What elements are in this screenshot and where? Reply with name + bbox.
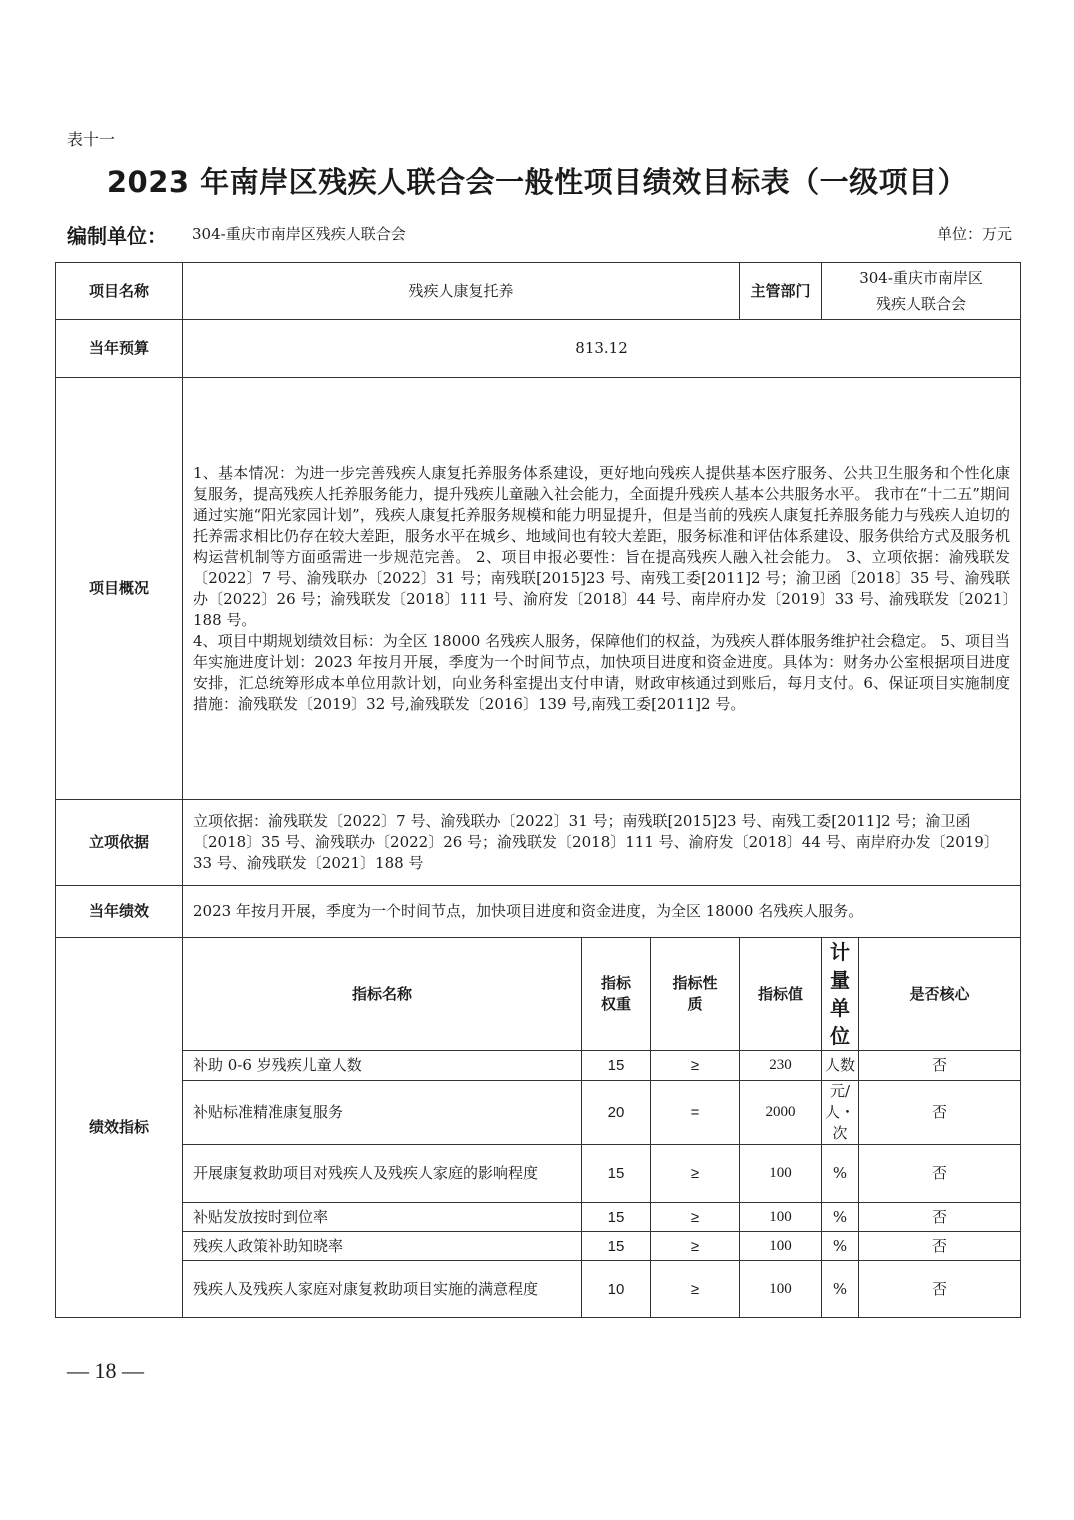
page-title: 2023 年南岸区残疾人联合会一般性项目绩效目标表（一级项目） <box>106 165 968 199</box>
basis-row <box>56 800 1021 886</box>
overview-label: 项目概况 <box>56 378 183 800</box>
indicator-weight: 15 <box>582 1051 651 1081</box>
indicator-core: 否 <box>859 1232 1021 1261</box>
indicator-name: 补助 0-6 岁残疾儿童人数 <box>183 1051 582 1081</box>
overview-text <box>183 378 1021 800</box>
budget-row <box>56 320 1021 378</box>
indicator-name: 残疾人政策补助知晓率 <box>183 1232 582 1261</box>
indicator-value: 100 <box>740 1145 822 1203</box>
indicator-unit: 人数 <box>822 1051 859 1081</box>
indicator-nature: ≥ <box>651 1145 740 1203</box>
indicator-core: 否 <box>859 1145 1021 1203</box>
indicator-weight: 15 <box>582 1145 651 1203</box>
indicator-name-header: 指标名称 <box>183 938 582 1051</box>
page-number: — 18 — <box>67 1358 144 1383</box>
table-row <box>56 1203 1021 1232</box>
dept-value-line2: 残疾人联合会 <box>876 295 967 313</box>
indicator-unit: % <box>822 1203 859 1232</box>
table-row <box>56 1145 1021 1203</box>
currency-unit: 单位：万元 <box>936 225 1012 243</box>
indicator-nature: ≥ <box>651 1203 740 1232</box>
indicator-unit-header <box>822 938 859 1051</box>
indicator-core: 否 <box>859 1051 1021 1081</box>
indicator-weight: 20 <box>582 1081 651 1145</box>
indicator-core-header: 是否核心 <box>859 938 1021 1051</box>
compile-unit-label: 编制单位： <box>67 224 167 248</box>
perf-row <box>56 886 1021 938</box>
indicator-value: 2000 <box>740 1081 822 1145</box>
budget-value: 813.12 <box>183 320 1021 378</box>
project-name-value: 残疾人康复托养 <box>183 263 740 320</box>
indicator-weight: 15 <box>582 1203 651 1232</box>
indicator-value-header: 指标值 <box>740 938 822 1051</box>
indicator-value: 100 <box>740 1203 822 1232</box>
indicator-nature-header <box>651 938 740 1051</box>
overview-row <box>56 378 1021 800</box>
project-name-label: 项目名称 <box>56 263 183 320</box>
indicator-unit: 元/ 人・次 <box>822 1081 859 1145</box>
dept-label: 主管部门 <box>740 263 822 320</box>
indicator-unit: % <box>822 1232 859 1261</box>
indicator-name: 开展康复救助项目对残疾人及残疾人家庭的影响程度 <box>183 1145 582 1203</box>
indicator-name: 补贴发放按时到位率 <box>183 1203 582 1232</box>
budget-label: 当年预算 <box>56 320 183 378</box>
table-row <box>56 1081 1021 1145</box>
table-row <box>56 1232 1021 1261</box>
indicator-weight-header <box>582 938 651 1051</box>
project-name-row <box>56 263 1021 320</box>
indicator-nature: = <box>651 1081 740 1145</box>
indicator-unit: % <box>822 1261 859 1318</box>
performance-target-table <box>55 262 1021 1318</box>
indicator-value: 230 <box>740 1051 822 1081</box>
indicator-header-row <box>56 938 1021 1051</box>
weight-header-line2: 权重 <box>600 995 631 1013</box>
overview-text-part2: 4、项目中期规划绩效目标：为全区 18000 名残疾人服务，保障他们的权益，为残疾人群体服务维护社会稳定。 5、项目当年实施进度计划：2023 年按月开展，季度为一个时间节点，加快项目进度和资金进度。具体为：财务办公室根据项目进度安排，汇总统筹形成本单位用款计划，向业务科室提出支付申请，财政审核通过到账后，每月支付。6、保证项目实施制度措施：渝残联发〔2019〕32 号,渝残联发〔2016〕139 号,南残工委[2011]2 号。 <box>193 631 1011 713</box>
basis-label: 立项依据 <box>56 800 183 886</box>
indicator-core: 否 <box>859 1261 1021 1318</box>
indicator-nature: ≥ <box>651 1232 740 1261</box>
indicator-name: 补贴标准精准康复服务 <box>183 1081 582 1145</box>
nature-header-line2: 质 <box>687 995 703 1013</box>
indicator-section-label: 绩效指标 <box>56 938 183 1318</box>
table-label: 表十一 <box>67 130 116 149</box>
indicator-unit: % <box>822 1145 859 1203</box>
compile-unit-row <box>67 220 1012 250</box>
indicator-name: 残疾人及残疾人家庭对康复救助项目实施的满意程度 <box>183 1261 582 1318</box>
perf-label: 当年绩效 <box>56 886 183 938</box>
indicator-core: 否 <box>859 1203 1021 1232</box>
indicator-nature: ≥ <box>651 1051 740 1081</box>
unit-header-line2: 单位 <box>830 996 851 1048</box>
indicator-nature: ≥ <box>651 1261 740 1318</box>
perf-text: 2023 年按月开展，季度为一个时间节点，加快项目进度和资金进度，为全区 18000 名残疾人服务。 <box>183 886 1021 938</box>
weight-header-line1: 指标 <box>600 974 631 992</box>
dept-value <box>822 263 1021 320</box>
overview-text-part1: 1、基本情况：为进一步完善残疾人康复托养服务体系建设，更好地向残疾人提供基本医疗服务、公共卫生服务和个性化康复服务，提高残疾人托养服务能力，提升残疾儿童融入社会能力，全面提升残疾人基本公共服务水平。 我市在“十二五”期间通过实施“阳光家园计划”，残疾人康复托养服务规模和能力明显提升，但是当前的残疾人康复托养服务能力与残疾人迫切的托养需求相比仍存在较大差距，服务水平在城乡、地域间也有较大差距，服务标准和评估体系建设、服务供给方式及服务机构运营机制等方面亟需进一步规范完善。 2、项目申报必要性：旨在提高残疾人融入社会能力。 3、立项依据：渝残联发〔2022〕7 号、渝残联办〔2022〕31 号；南残联[2015]23 号、南残工委[2011]2 号；渝卫函〔2018〕35 号、渝残联办〔2022〕26 号；渝残联发〔2018〕111 号、渝府发〔2018〕44 号、南岸府办发〔2019〕33 号、渝残联发〔2021〕188 号。 <box>193 463 1011 629</box>
indicator-core: 否 <box>859 1081 1021 1145</box>
basis-text: 立项依据：渝残联发〔2022〕7 号、渝残联办〔2022〕31 号；南残联[2015]23 号、南残工委[2011]2 号；渝卫函〔2018〕35 号、渝残联办〔2022〕26 号；渝残联发〔2018〕111 号、渝府发〔2018〕44 号、南岸府办发〔2019〕33 号、渝残联发〔2021〕188 号 <box>183 800 1021 886</box>
dept-value-line1: 304-重庆市南岸区 <box>859 269 983 287</box>
indicator-weight: 10 <box>582 1261 651 1318</box>
nature-header-line1: 指标性 <box>672 974 718 992</box>
indicator-value: 100 <box>740 1261 822 1318</box>
indicator-weight: 15 <box>582 1232 651 1261</box>
table-row <box>56 1051 1021 1081</box>
table-row <box>56 1261 1021 1318</box>
compile-unit-value: 304-重庆市南岸区残疾人联合会 <box>192 225 406 243</box>
indicator-value: 100 <box>740 1232 822 1261</box>
unit-header-line1: 计量 <box>830 940 851 992</box>
